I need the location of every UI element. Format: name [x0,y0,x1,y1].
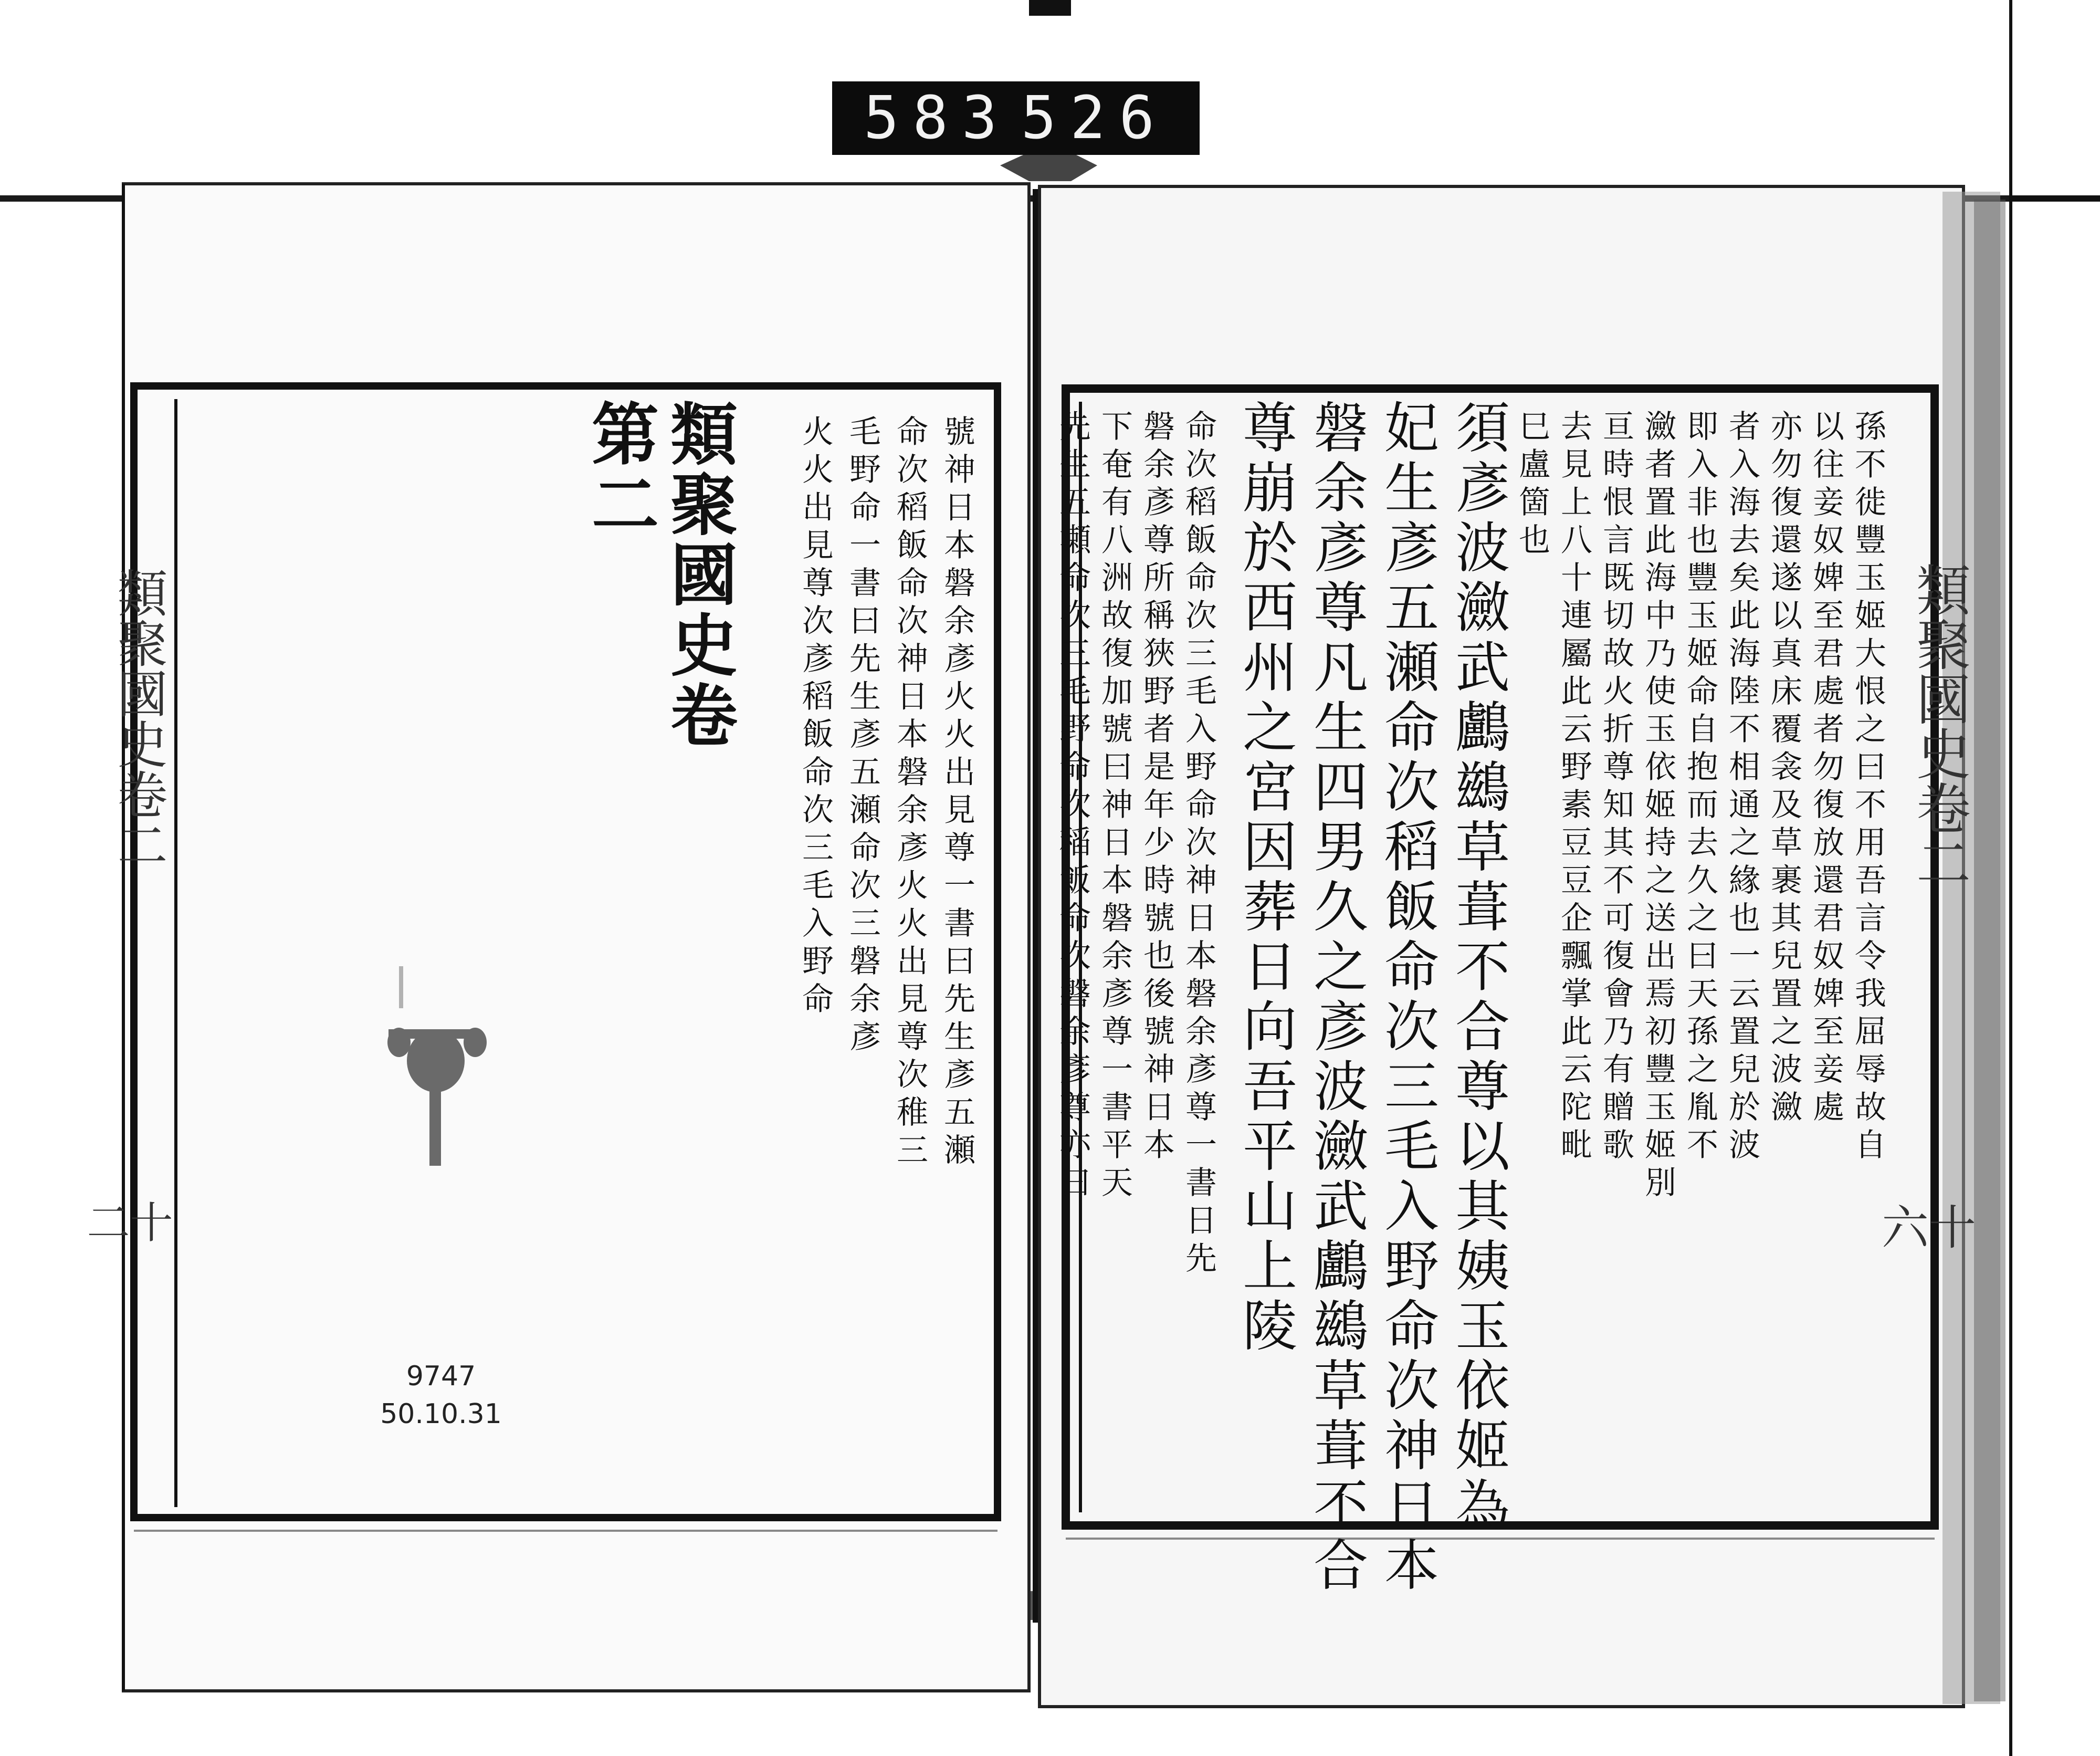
right-margin-title: 類聚國史卷二 [1907,562,1971,890]
left-text-col-1: 號神日本磐余彥火火出見尊一書曰先生彥五瀬 [939,415,975,1171]
right-main-col-3: 磐余彥尊凡生四男久之彥波瀲武鸕鷀草葺不合 [1304,399,1368,1596]
right-text-col-1: 孫不徙豐玉姬大恨之曰不用吾言令我屈辱故自 [1850,410,1886,1166]
archive-label-left-number: 583 [864,84,1011,152]
right-text-col-4: 者入海去矣此海陸不相通之緣也一云置兒於波 [1724,410,1760,1166]
left-text-col-2: 命次稻飯命次神日本磐余彥火火出見尊次稚三 [891,415,928,1171]
spine-binding-top [1000,152,1097,181]
right-text-col-3: 亦勿復還遂以真床覆衾及草裹其兒置之波瀲 [1766,410,1802,1128]
right-text-col-6: 瀲者置此海中乃使玉依姬持之送出焉初豐玉姬別 [1640,410,1676,1204]
right-main-col-2: 妃生彥五瀬命次稻飯命次三毛入野命次神日本 [1375,399,1439,1596]
volume-title: 類聚國史卷第二 [580,399,738,751]
right-text-col-11: 磐余彥尊所稱狹野者是年少時號也後號神日本 [1138,410,1175,1166]
right-text-col-2: 以往妾奴婢至君處者勿復放還君奴婢至妾處 [1808,410,1844,1128]
right-main-col-1: 須彥波瀲武鸕鷀草葺不合尊以其姨玉依姬為 [1446,399,1510,1537]
right-text-col-9: 巳盧箇也 [1514,410,1550,561]
left-margin-title: 類聚國史卷二 [109,567,168,870]
right-text-col-7: 亘時恨言既切故火折尊知其不可復會乃有贈歌 [1598,410,1634,1166]
stamp-date: 50.10.31 [380,1398,502,1430]
right-text-col-8: 去見上八十連屬此云野素豆豆企飄掌此云陀毗 [1556,410,1592,1166]
right-text-col-13: 先生五瀬命次三毛野命次稻飯命次磐余彥尊亦曰 [1054,410,1091,1204]
right-text-col-10: 命次稻飯命次三毛入野命次神日本磐余彥尊一書日先 [1180,410,1217,1279]
left-margin-page-number: 十二 [80,1200,173,1243]
archive-label [832,81,1200,155]
left-text-col-4: 火火出見尊次彥稻飯命次三毛入野命 [797,415,834,1020]
right-text-col-5: 即入非也豐玉姬命自抱而去久之曰天孫之胤不 [1682,410,1718,1166]
page-stack-edge-dark [1974,200,2006,1701]
left-text-col-3: 毛野命一書曰先生彥五瀬命次三磐余彥 [844,415,881,1058]
library-stamp [373,1357,509,1441]
archive-label-right-number: 526 [1021,84,1168,152]
right-main-col-4: 尊崩於西州之宮因葬日向吾平山上陵 [1233,399,1297,1357]
right-text-col-12: 下奄有八洲故復加號曰神日本磐余彥尊一書平天 [1096,410,1133,1204]
right-margin-page-number: 十六 [1873,1203,1976,1250]
stamp-number: 9747 [406,1361,476,1392]
top-clip [1029,0,1071,16]
